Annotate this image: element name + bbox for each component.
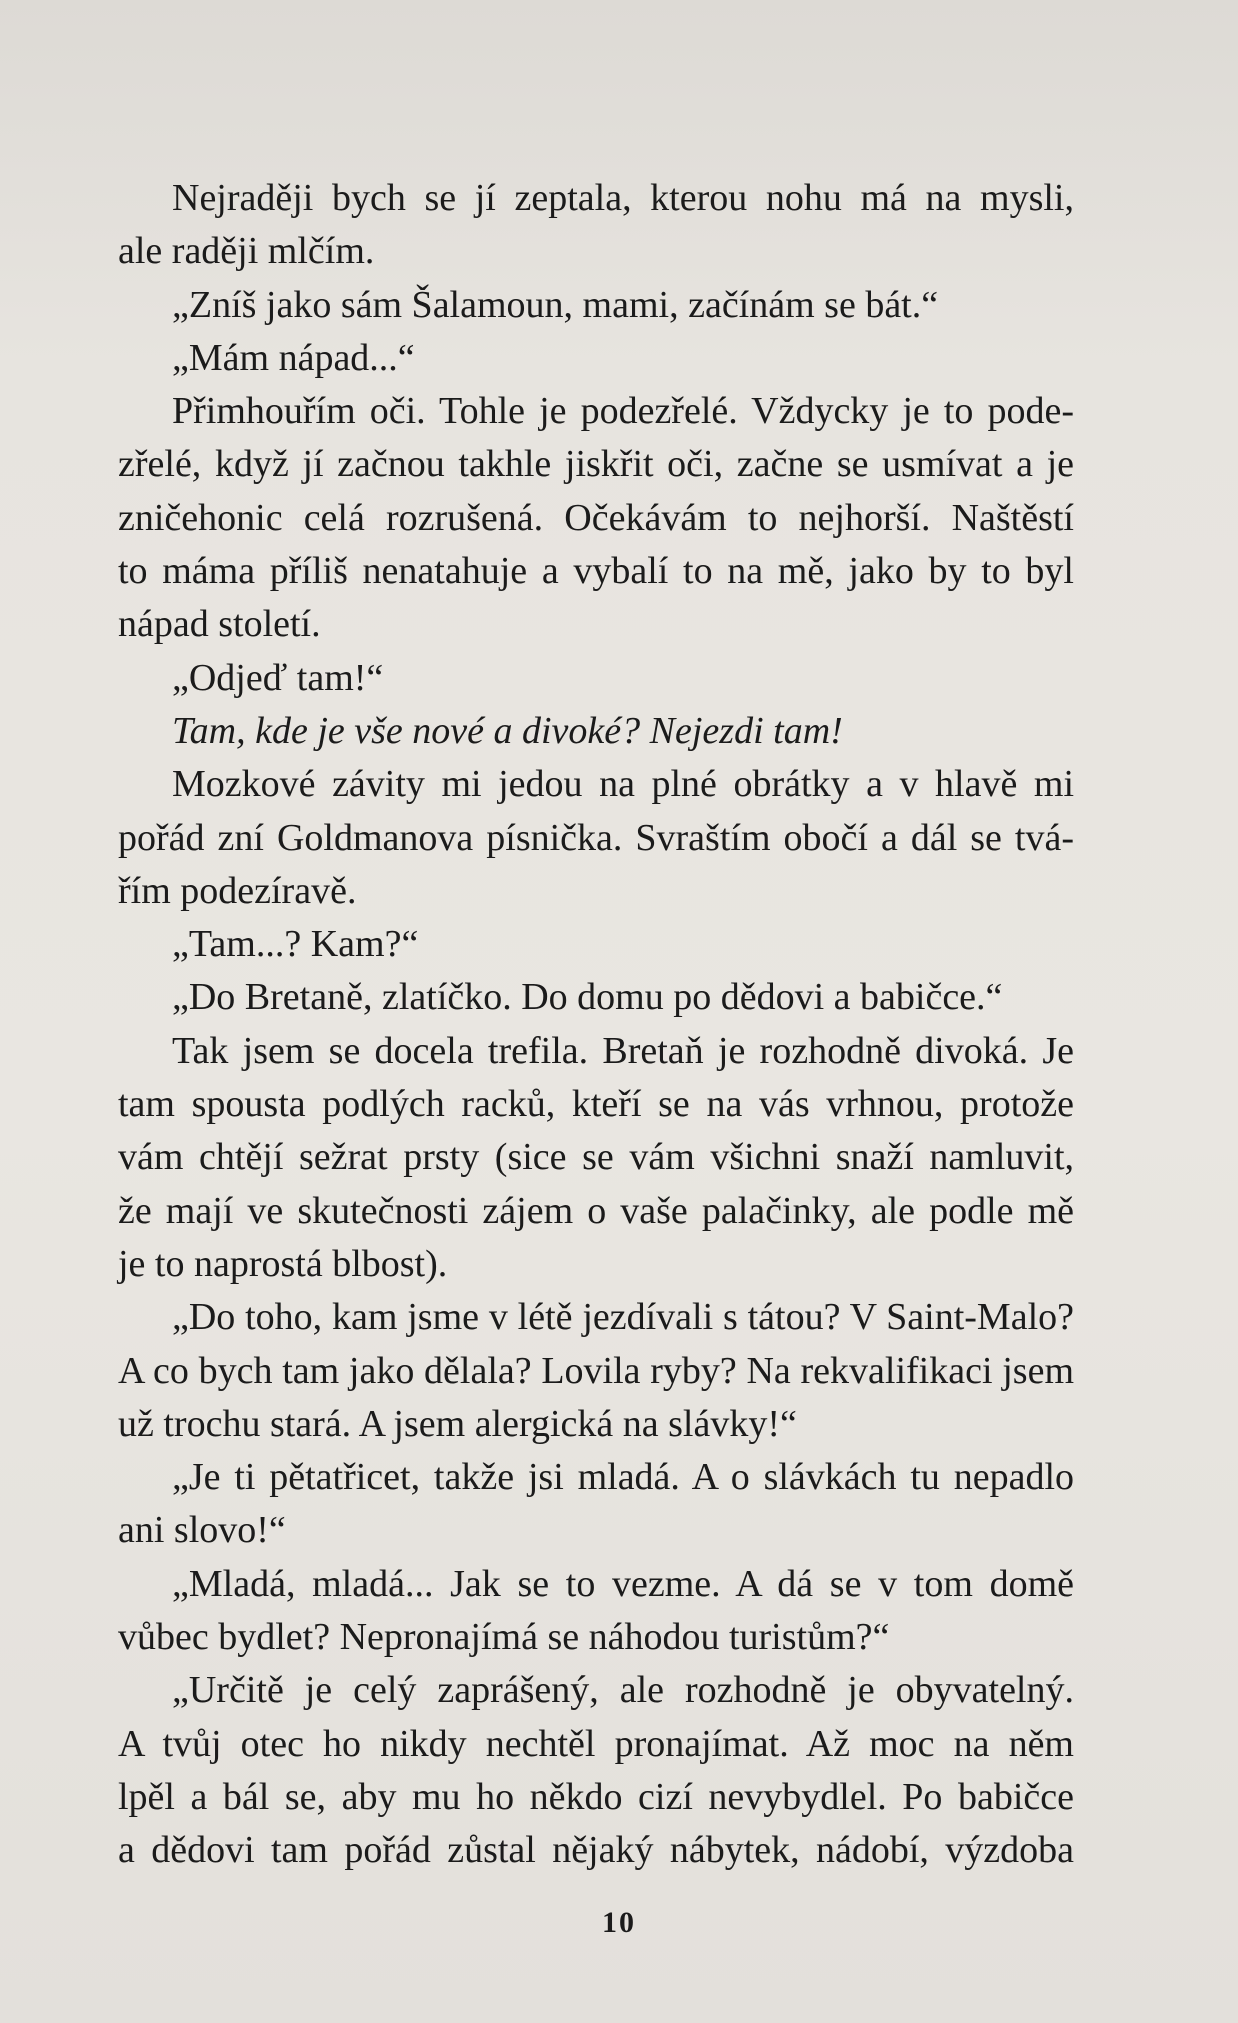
text-line: řím podezíravě. xyxy=(118,869,357,912)
text-line: Přimhouřím oči. Tohle je podezřelé. Vždycky je to pode- xyxy=(172,390,1074,433)
text-line: to máma příliš nenatahuje a vybalí to na mě, jako by to byl xyxy=(118,550,1074,593)
text-line: „Mám nápad...“ xyxy=(172,336,415,379)
text-line: ani slovo!“ xyxy=(118,1509,286,1552)
text-line: pořád zní Goldmanova písnička. Svraštím obočí a dál se tvá- xyxy=(118,816,1074,859)
text-line: „Mladá, mladá... Jak se to vezme. A dá se v tom domě xyxy=(172,1562,1074,1605)
text-line: „Tam...? Kam?“ xyxy=(172,923,419,966)
text-line: zřelé, když jí začnou takhle jiskřit oči, začne se usmívat a je xyxy=(118,443,1074,486)
text-line: „Zníš jako sám Šalamoun, mami, začínám se bát.“ xyxy=(172,283,939,326)
text-line: vůbec bydlet? Nepronajímá se náhodou turistům?“ xyxy=(118,1616,890,1659)
text-line: „Odjeď tam!“ xyxy=(172,656,384,699)
italic-text-line: Tam, kde je vše nové a divoké? Nejezdi tam! xyxy=(172,709,843,752)
text-line: „Do Bretaně, zlatíčko. Do domu po dědovi a babičce.“ xyxy=(172,976,1003,1019)
text-line: vám chtějí sežrat prsty (sice se vám všichni snaží namluvit, xyxy=(118,1136,1074,1179)
text-line: A co bych tam jako dělala? Lovila ryby? Na rekvalifikaci jsem xyxy=(118,1349,1074,1392)
text-line: Mozkové závity mi jedou na plné obrátky a v hlavě mi xyxy=(172,763,1074,806)
text-line: tam spousta podlých racků, kteří se na vás vrhnou, protože xyxy=(118,1083,1074,1126)
text-line: lpěl a bál se, aby mu ho někdo cizí nevybydlel. Po babičce xyxy=(118,1775,1074,1818)
text-line: Tak jsem se docela trefila. Bretaň je rozhodně divoká. Je xyxy=(172,1029,1074,1072)
text-line: „Určitě je celý zaprášený, ale rozhodně je obyvatelný. xyxy=(172,1669,1074,1712)
text-line: nápad století. xyxy=(118,603,321,646)
text-line: „Do toho, kam jsme v létě jezdívali s tátou? V Saint-Malo? xyxy=(172,1296,1074,1339)
text-line: „Je ti pětatřicet, takže jsi mladá. A o slávkách tu nepadlo xyxy=(172,1456,1074,1499)
text-line: už trochu stará. A jsem alergická na slávky!“ xyxy=(118,1402,797,1445)
text-line: že mají ve skutečnosti zájem o vaše palačinky, ale podle mě xyxy=(118,1189,1074,1232)
page-number: 10 xyxy=(602,1906,636,1939)
text-line: je to naprostá blbost). xyxy=(118,1242,448,1285)
text-line: A tvůj otec ho nikdy nechtěl pronajímat. Až moc na něm xyxy=(118,1722,1074,1765)
text-line: ale raději mlčím. xyxy=(118,230,375,273)
text-line: zničehonic celá rozrušená. Očekávám to nejhorší. Naštěstí xyxy=(118,496,1074,539)
body-text xyxy=(118,172,1074,1878)
text-line: a dědovi tam pořád zůstal nějaký nábytek, nádobí, výzdoba xyxy=(118,1829,1074,1872)
text-line: Nejraději bych se jí zeptala, kterou nohu má na mysli, xyxy=(172,177,1074,219)
